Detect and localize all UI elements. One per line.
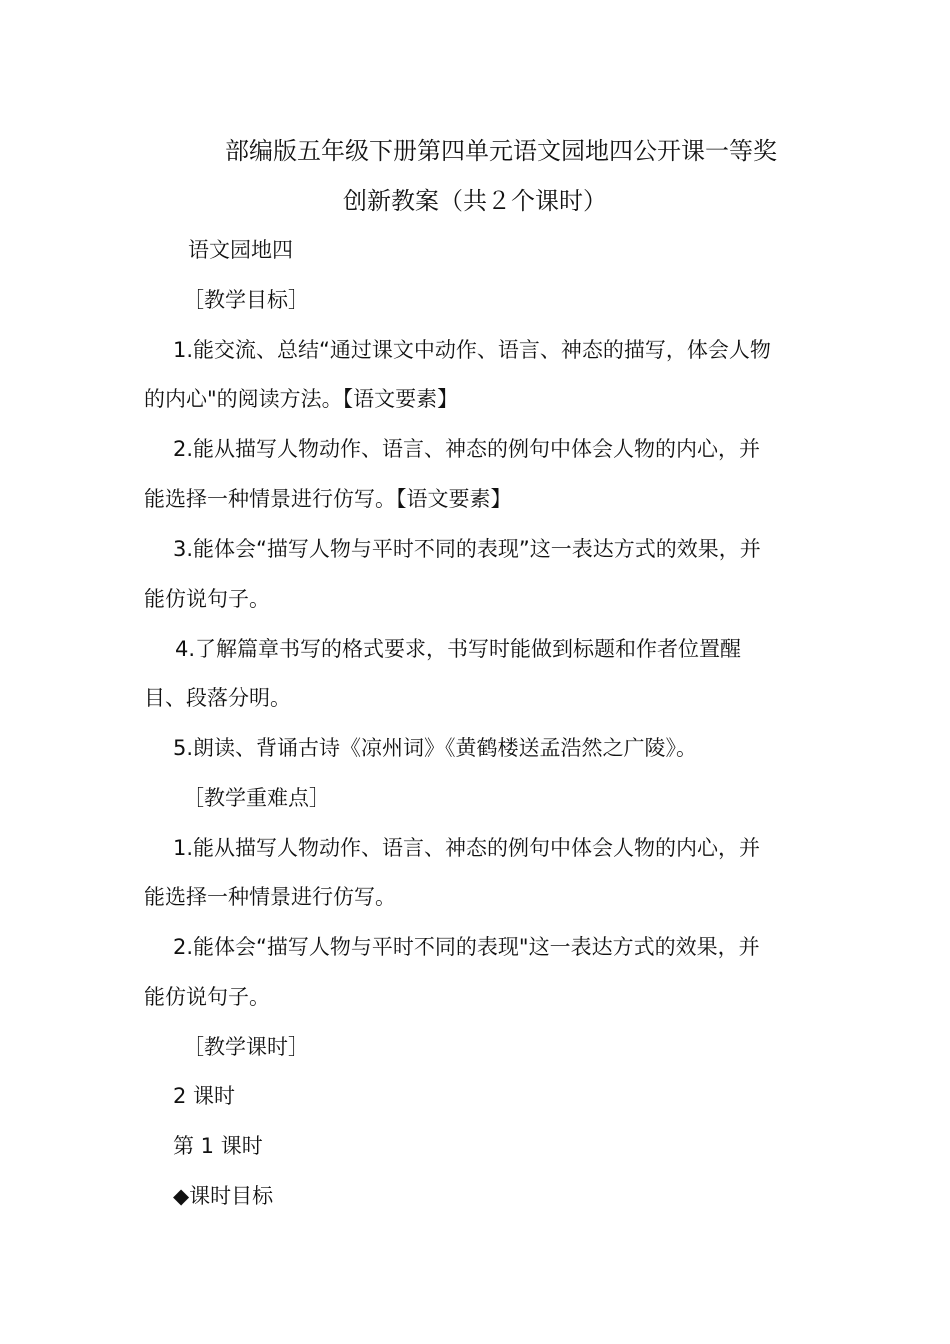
section-heading: 语文园地四 [188,238,293,262]
key-point-2-line-2: 能仿说句子。 [144,985,270,1009]
objective-1-line-1: 1.能交流、总结“通过课文中动作、语言、神态的描写，体会人物 [173,338,771,362]
lesson-objective-heading: ◆课时目标 [173,1184,274,1208]
key-point-1-line-2: 能选择一种情景进行仿写。 [144,885,396,909]
objective-4-line-1: 4.了解篇章书写的格式要求，书写时能做到标题和作者位置醒 [175,637,742,661]
section-label-periods: ［教学课时］ [183,1035,309,1059]
key-point-2-line-1: 2.能体会“描写人物与平时不同的表现"这一表达方式的效果，并 [173,935,760,959]
section-label-objectives: ［教学目标］ [183,288,309,312]
lesson-1-heading: 第 1 课时 [173,1134,263,1158]
objective-2-line-1: 2.能从描写人物动作、语言、神态的例句中体会人物的内心，并 [173,437,761,461]
key-point-1-line-1: 1.能从描写人物动作、语言、神态的例句中体会人物的内心，并 [173,836,761,860]
document-title-line-2: 创新教案（共２个课时） [343,187,607,215]
objective-3-line-2: 能仿说句子。 [144,587,270,611]
objective-4-line-2: 目、段落分明。 [144,686,291,710]
objective-1-line-2: 的内心"的阅读方法。【语文要素】 [144,387,459,411]
document-title-line-1: 部编版五年级下册第四单元语文园地四公开课一等奖 [225,137,777,165]
objective-5: 5.朗读、背诵古诗《凉州词》《黄鹤楼送孟浩然之广陵》。 [173,736,698,760]
period-count: 2 课时 [173,1084,236,1108]
section-label-key-points: ［教学重难点］ [183,786,330,810]
objective-2-line-2: 能选择一种情景进行仿写。【语文要素】 [144,487,512,511]
objective-3-line-1: 3.能体会“描写人物与平时不同的表现”这一表达方式的效果，并 [173,537,761,561]
